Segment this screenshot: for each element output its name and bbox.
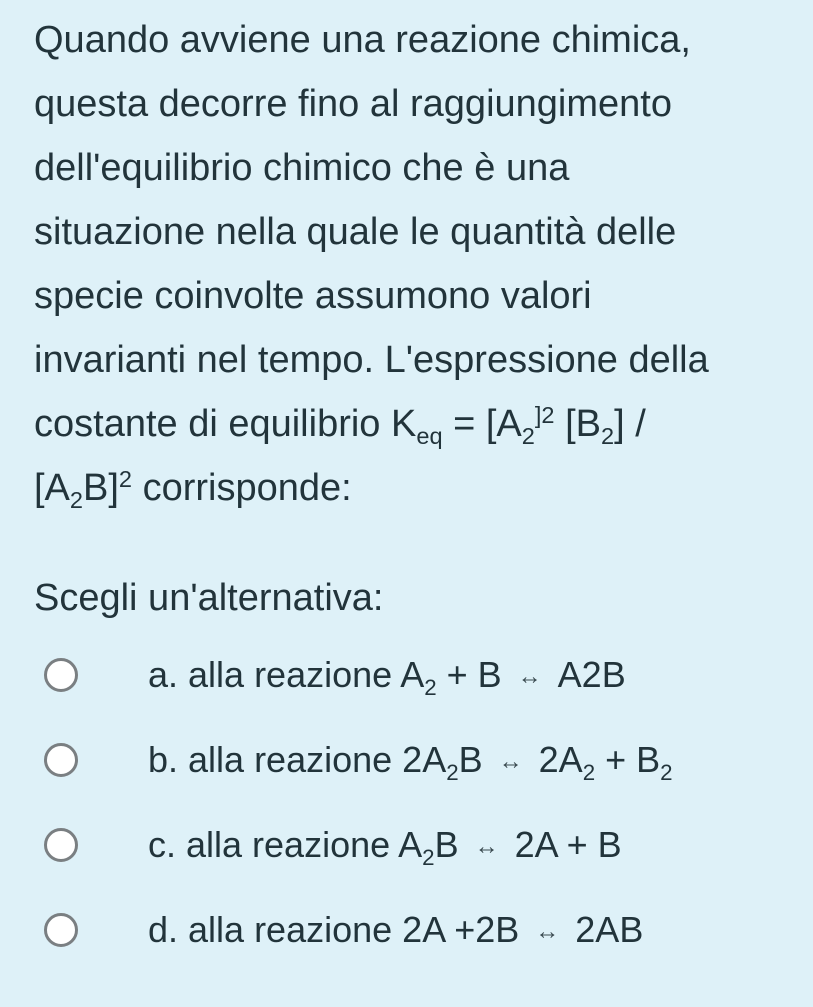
question-text-fragment: corrisponde: (132, 467, 352, 509)
keq-k: K (391, 403, 417, 445)
formula-subscript: 2 (446, 759, 459, 785)
choose-label: Scegli un'alternativa: (34, 577, 384, 619)
reaction-products (538, 739, 673, 785)
equilibrium-arrow-icon: ↔ (517, 663, 542, 690)
formula-part: 2A +2B (402, 909, 520, 950)
question-line-formula (34, 392, 794, 456)
reaction-reactants (398, 824, 459, 870)
formula-subscript: 2 (521, 423, 535, 450)
formula-part: + B (436, 654, 502, 695)
equilibrium-arrow-icon: ↔ (498, 748, 523, 775)
keq-subscript: eq (416, 423, 443, 450)
option-label (148, 739, 673, 785)
option-label (148, 654, 626, 700)
formula-subscript: 2 (601, 423, 615, 450)
answer-option[interactable] (44, 730, 784, 790)
answer-option[interactable] (44, 645, 784, 705)
answer-option[interactable] (44, 815, 784, 875)
formula-part: A (400, 654, 425, 695)
reaction-reactants (402, 909, 519, 950)
formula-part: B (434, 824, 459, 865)
answer-option[interactable] (44, 900, 784, 960)
reaction-products (515, 824, 622, 865)
formula-denominator (34, 466, 133, 514)
equilibrium-arrow-icon: ↔ (474, 833, 499, 860)
question-line: questa decorre fino al raggiungimento (34, 83, 672, 125)
question-line: dell'equilibrio chimico che è una (34, 147, 570, 189)
formula-subscript: 2 (422, 844, 435, 870)
formula-subscript: 2 (582, 759, 596, 785)
option-prefix: b. alla reazione (148, 739, 403, 780)
formula-part: 2A (402, 739, 447, 780)
option-label (148, 824, 622, 870)
formula-part: 2AB (575, 909, 644, 950)
option-prefix: c. alla reazione (148, 824, 399, 865)
question-line: situazione nella quale le quantità delle (34, 211, 677, 253)
option-prefix: d. alla reazione (148, 909, 403, 950)
option-label (148, 909, 643, 951)
question-line: Quando avviene una reazione chimica, (34, 19, 691, 61)
radio-button[interactable] (44, 913, 78, 947)
reaction-reactants (402, 739, 483, 785)
formula-part: = [A (442, 403, 522, 445)
formula-part: A2B (557, 654, 626, 695)
question-line: invarianti nel tempo. L'espressione della (34, 339, 709, 381)
equilibrium-arrow-icon: ↔ (535, 918, 560, 945)
formula-part: B (458, 739, 483, 780)
question-text (34, 8, 794, 520)
formula-subscript: 2 (69, 487, 84, 514)
question-line: specie coinvolte assumono valori (34, 275, 592, 317)
radio-button[interactable] (44, 828, 78, 862)
formula-subscript: 2 (660, 759, 673, 785)
reaction-reactants (400, 654, 502, 700)
question-line-formula-2 (34, 456, 794, 520)
formula-part: B] (83, 467, 119, 509)
reaction-products (558, 654, 626, 695)
formula-superscript: 2 (118, 466, 133, 493)
formula-subscript: 2 (424, 674, 437, 700)
radio-button[interactable] (44, 743, 78, 777)
formula-part: + B (595, 739, 661, 780)
option-prefix: a. alla reazione (148, 654, 401, 695)
formula-part: A (398, 824, 423, 865)
question-text-fragment: costante di equilibrio (34, 403, 381, 445)
formula-part: ] / (614, 403, 646, 445)
formula-part: [A (34, 467, 70, 509)
keq-symbol (391, 402, 646, 450)
radio-button[interactable] (44, 658, 78, 692)
formula-part: 2A + B (514, 824, 622, 865)
formula-part: 2A (538, 739, 583, 780)
formula-superscript: ]2 (534, 402, 555, 429)
formula-part: [B (554, 403, 601, 445)
reaction-products (575, 909, 643, 950)
